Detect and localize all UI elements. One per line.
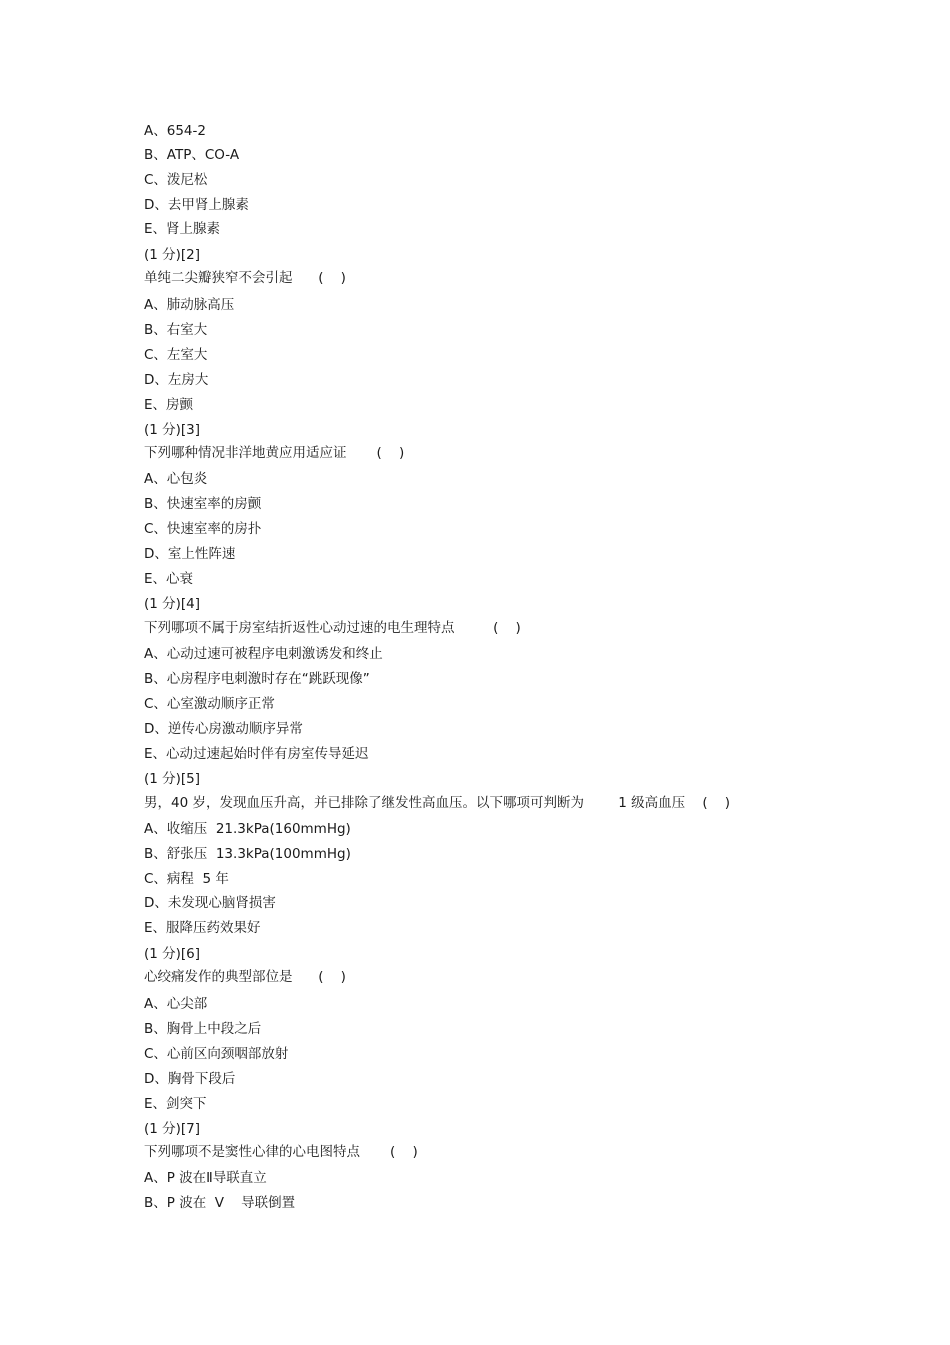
text-line: C、快速室率的房扑 [144, 521, 262, 537]
text-line: D、室上性阵速 [144, 546, 236, 562]
text-line: 下列哪项不是窦性心律的心电图特点 ( ) [144, 1144, 418, 1160]
text-line: 下列哪项不属于房室结折返性心动过速的电生理特点 ( ) [144, 620, 521, 636]
text-line: (1 分)[5] [144, 771, 201, 787]
text-line: (1 分)[6] [144, 946, 201, 962]
text-line: E、心衰 [144, 571, 194, 587]
text-line: D、逆传心房激动顺序异常 [144, 721, 303, 737]
text-line: C、心室激动顺序正常 [144, 696, 275, 712]
text-line: E、房颤 [144, 397, 194, 413]
text-line: A、心动过速可被程序电刺激诱发和终止 [144, 646, 383, 662]
text-line: B、右室大 [144, 322, 208, 338]
text-line: A、肺动脉高压 [144, 297, 235, 313]
text-line: D、胸骨下段后 [144, 1071, 236, 1087]
text-line: (1 分)[4] [144, 596, 201, 612]
text-line: A、收缩压 21.3kPa(160mmHg) [144, 821, 351, 837]
text-line: B、快速室率的房颤 [144, 496, 262, 512]
text-line: C、泼尼松 [144, 172, 208, 188]
text-line: D、未发现心脑肾损害 [144, 895, 276, 911]
text-line: E、肾上腺素 [144, 221, 221, 237]
text-line: D、左房大 [144, 372, 209, 388]
text-line: E、服降压药效果好 [144, 920, 261, 936]
text-line: 单纯二尖瓣狭窄不会引起 ( ) [144, 270, 346, 286]
text-line: A、654-2 [144, 123, 206, 139]
text-line: 男，40 岁，发现血压升高，并已排除了继发性高血压。以下哪项可判断为 1 级高血压 ( ) [144, 795, 731, 811]
text-line: A、心包炎 [144, 471, 208, 487]
text-line: (1 分)[3] [144, 422, 201, 438]
text-line: B、胸骨上中段之后 [144, 1021, 262, 1037]
text-line: A、心尖部 [144, 996, 208, 1012]
text-line: A、P 波在Ⅱ导联直立 [144, 1170, 267, 1186]
text-line: B、心房程序电刺激时存在“跳跃现像” [144, 671, 370, 687]
text-line: (1 分)[7] [144, 1121, 201, 1137]
text-line: E、心动过速起始时伴有房室传导延迟 [144, 746, 369, 762]
text-line: (1 分)[2] [144, 247, 201, 263]
text-line: C、心前区向颈咽部放射 [144, 1046, 289, 1062]
text-line: 心绞痛发作的典型部位是 ( ) [144, 969, 346, 985]
text-line: C、病程 5 年 [144, 871, 229, 887]
text-line: E、剑突下 [144, 1096, 207, 1112]
text-line: B、ATP、CO-A [144, 147, 240, 163]
text-line: 下列哪种情况非洋地黄应用适应证 ( ) [144, 445, 405, 461]
text-line: D、去甲肾上腺素 [144, 197, 249, 213]
text-line: B、P 波在 V 导联倒置 [144, 1195, 296, 1211]
text-line: C、左室大 [144, 347, 208, 363]
text-line: B、舒张压 13.3kPa(100mmHg) [144, 846, 351, 862]
